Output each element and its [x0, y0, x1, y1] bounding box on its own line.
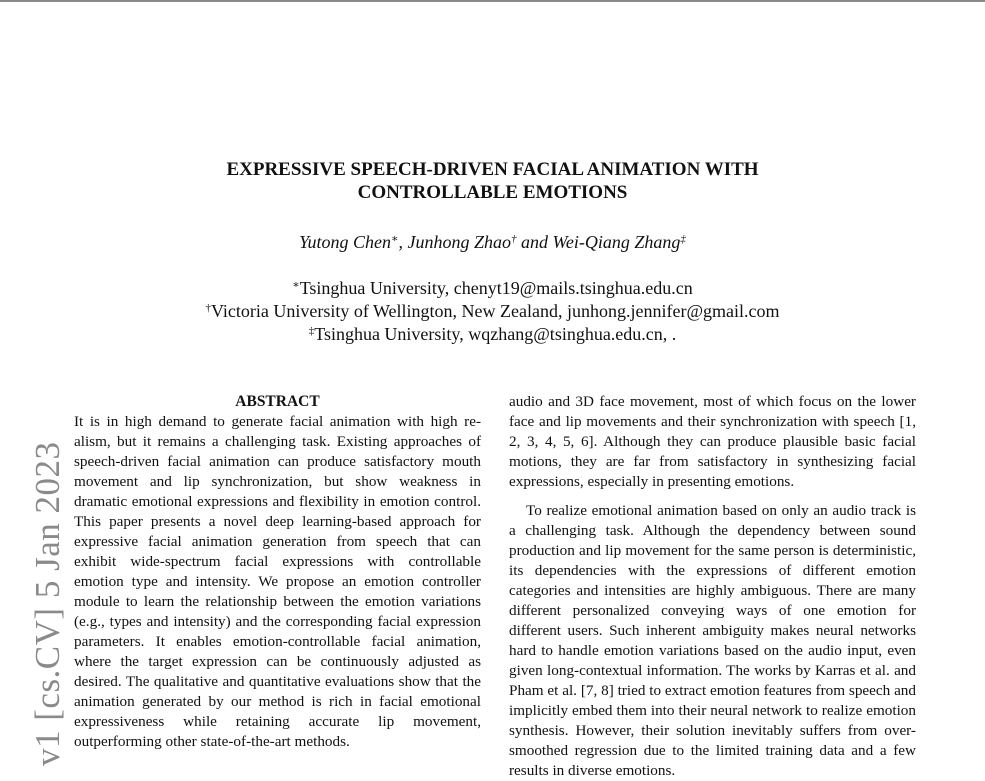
affiliation-mark: ‡	[308, 325, 315, 337]
affiliation-text: Tsinghua University, chenyt19@mails.tsinghua.edu.cn	[299, 278, 693, 298]
author-name: Wei-Qiang Zhang	[552, 232, 681, 252]
author-mark: ∗	[391, 233, 399, 245]
affiliation-text: Tsinghua University, wqzhang@tsinghua.edu.cn, .	[314, 324, 677, 344]
abstract-heading: ABSTRACT	[235, 393, 320, 410]
author-name: Yutong Chen	[299, 232, 392, 252]
arxiv-identifier: v1 [cs.CV] 5 Jan 2023	[28, 441, 67, 766]
title-line-2: CONTROLLABLE EMOTIONS	[357, 182, 628, 203]
title-line-1: EXPRESSIVE SPEECH-DRIVEN FACIAL ANIMATION WITH	[226, 159, 759, 180]
left-column	[74, 392, 481, 752]
abstract-body: It is in high demand to generate facial animation with high realism, but it remains a challenging task. Existing approaches of speech-driven facial animation can produce satisfactory mouth movement and lip synchronization, but show weakness in dramatic emotional expressions and flexibility in emotion control. This paper presents a novel deep learning-based approach for expressive facial animation generation from speech that can exhibit wide-spectrum facial expressions with controllable emotion type and intensity. We propose an emotion controller module to learn the relationship between the emotion variations (e.g., types and intensity) and the corresponding facial expression parameters. It enables emotion-controllable facial animation, where the target expression can be continuously adjusted as desired. The qualitative and quantitative evaluations show that the animation generated by our method is rich in facial emotional expressiveness while retaining accurate lip movement, outperforming other state-of-the-art methods.	[74, 413, 481, 750]
author-mark: ‡	[680, 233, 686, 245]
paper-title	[0, 158, 985, 204]
right-column	[509, 392, 916, 781]
author-separator: ,	[398, 232, 408, 252]
affiliation-mark: †	[205, 302, 211, 314]
affiliation-mark: ∗	[292, 279, 300, 291]
affiliation-line	[0, 323, 985, 346]
top-border	[0, 0, 985, 2]
affiliation-text: Victoria University of Wellington, New Zealand, junhong.jennifer@gmail.com	[210, 301, 780, 321]
author-separator: and	[516, 232, 553, 252]
author-mark: †	[511, 233, 517, 245]
intro-paragraph: audio and 3D face movement, most of which focus on the lower face and lip movements and their synchronization with speech [1, 2, 3, 4, 5, 6]. Although they can produce plausible basic facial motions, they are far from satisfactory in synthesizing facial expressions, especially in presenting emotions.	[509, 393, 916, 490]
affiliation-list	[0, 277, 985, 346]
author-list	[0, 230, 985, 254]
intro-paragraph: To realize emotional animation based on only an audio track is a challenging task. Although the dependency between sound production and lip movement for the same person is deterministic, its dependencies with the expressions of different emotion categories and intensities are highly ambiguous. There are many different personalized conveying ways of one emotion for different users. Such inherent ambiguity makes neural networks hard to handle emotion variations based on the audio input, even given long-contextual information. The works by Karras et al. and Pham et al. [7, 8] tried to extract emotion features from speech and implicitly embed them into their neural network to realize emotion synthesis. However, their solution inevitably suffers from over-smoothed regression due to the limited training data and a few results in diverse emotions.	[509, 502, 916, 779]
affiliation-line	[0, 300, 985, 323]
affiliation-line	[0, 277, 985, 300]
author-name: Junhong Zhao	[407, 232, 511, 252]
